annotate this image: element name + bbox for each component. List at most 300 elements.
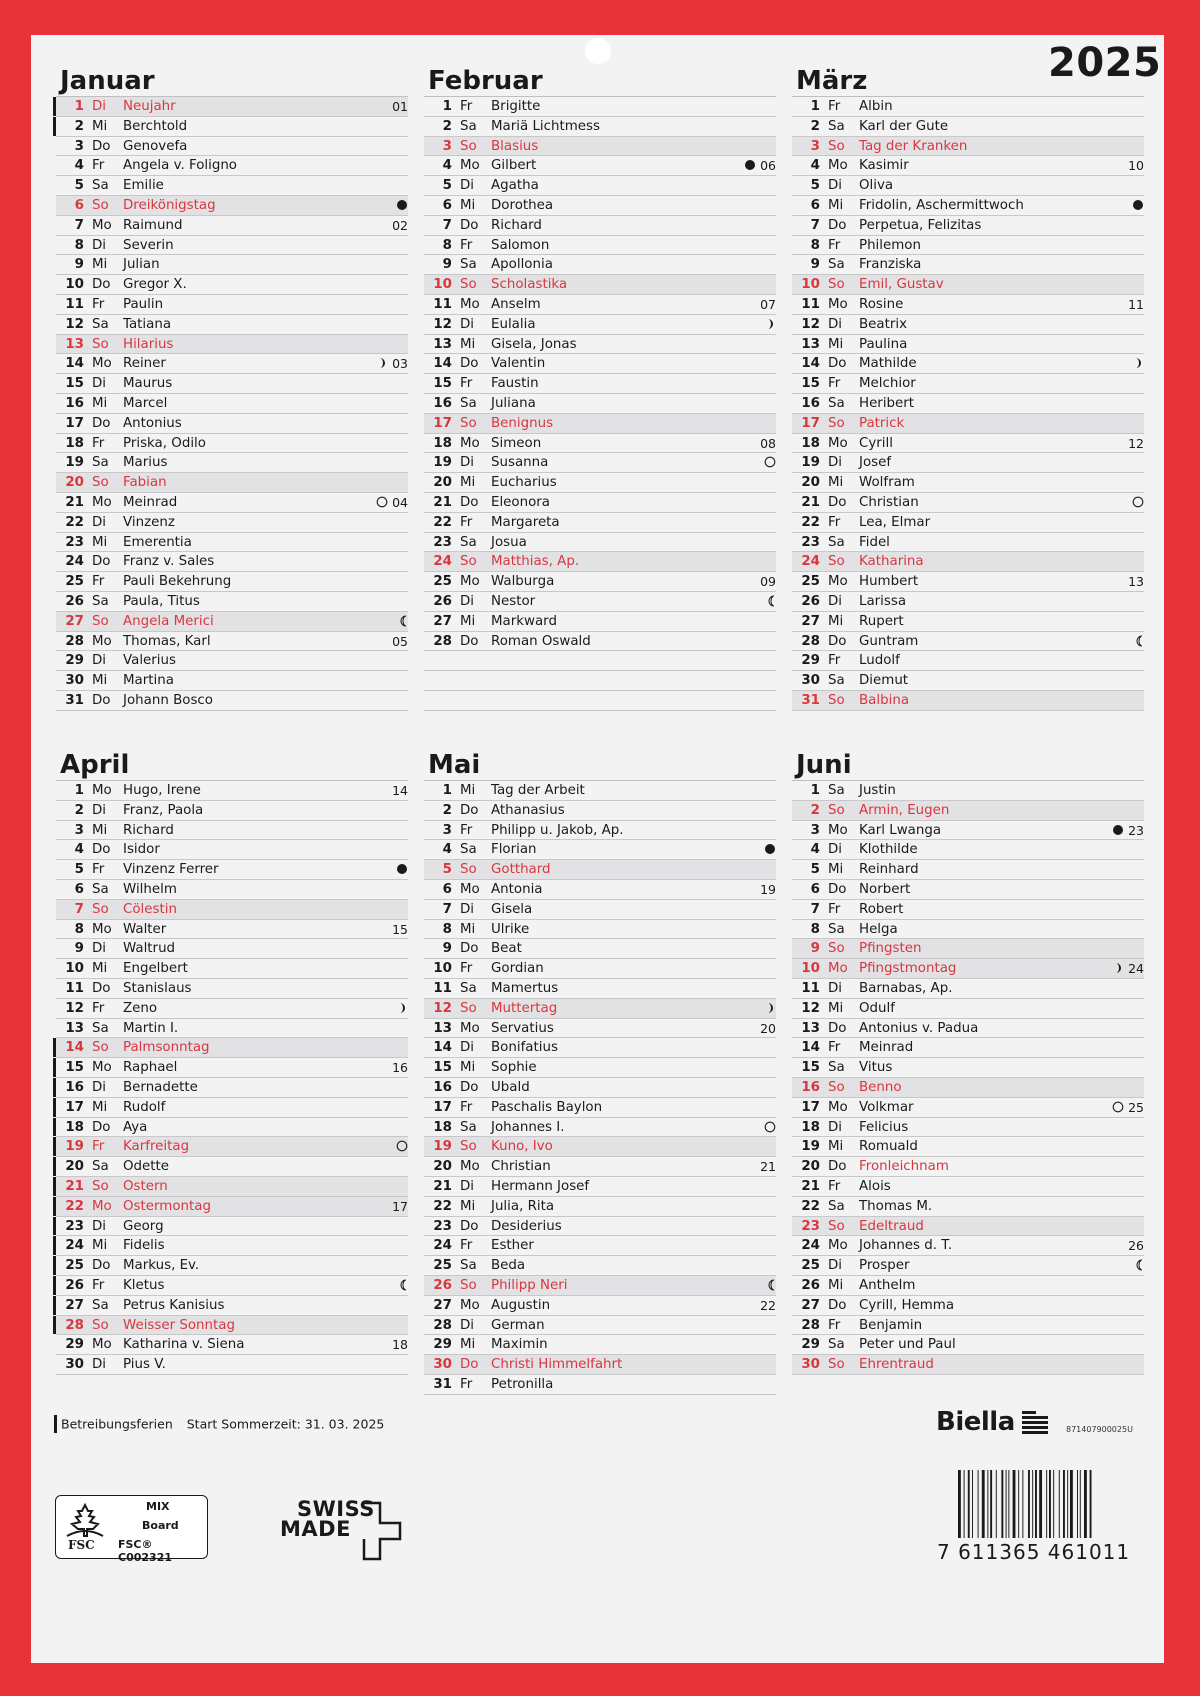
day-row (424, 552, 776, 572)
weekday: Mo (92, 783, 112, 798)
weekday: So (828, 802, 845, 818)
day-number: 16 (65, 1079, 84, 1095)
day-row (792, 1177, 1144, 1197)
day-number: 12 (801, 1000, 820, 1016)
day-number: 27 (65, 613, 84, 629)
weekday: Di (460, 178, 475, 194)
weekday: So (828, 941, 845, 957)
day-number: 1 (74, 99, 84, 114)
name-day: Eleonora (491, 494, 551, 510)
weekday: Do (460, 356, 479, 372)
weekday: Mi (460, 1060, 476, 1076)
name-day: Romuald (859, 1139, 918, 1155)
name-day: Cyrill, Hemma (859, 1297, 955, 1313)
day-number: 8 (74, 921, 84, 937)
row-extra (398, 1276, 408, 1295)
weekday: Sa (92, 1297, 109, 1313)
name-day: Beatrix (859, 316, 908, 332)
day-number: 5 (74, 862, 84, 878)
row-extra (378, 354, 408, 373)
month-block (424, 66, 776, 711)
name-day: Hermann Josef (491, 1178, 590, 1194)
week-number: 17 (392, 1198, 408, 1214)
day-number: 9 (74, 941, 84, 957)
week-number: 09 (760, 574, 776, 590)
day-row (56, 1296, 408, 1316)
weekday: Di (828, 178, 843, 194)
weekday: Sa (828, 534, 845, 550)
name-day: Klothilde (859, 842, 918, 858)
name-day: Gotthard (491, 862, 551, 878)
weekday: Mi (828, 1000, 844, 1016)
day-number: 28 (433, 1317, 452, 1333)
weekday: Mo (460, 574, 480, 590)
name-day: Waltrud (123, 941, 176, 957)
name-day: Odette (123, 1159, 170, 1175)
day-row (424, 1276, 776, 1296)
day-number: 4 (442, 158, 452, 174)
day-number: 25 (801, 1258, 820, 1274)
weekday: Fr (460, 237, 473, 253)
name-day: Johann Bosco (123, 692, 213, 708)
day-row (424, 572, 776, 592)
weekday: So (460, 1000, 477, 1016)
name-day: Tag der Kranken (859, 138, 968, 154)
name-day: Eucharius (491, 475, 557, 491)
day-row (792, 1197, 1144, 1217)
day-row (56, 1098, 408, 1118)
day-row (792, 1078, 1144, 1098)
day-row (792, 156, 1144, 176)
day-number: 28 (801, 1317, 820, 1333)
weekday: Do (92, 277, 111, 293)
weekday: Mi (828, 475, 844, 491)
weekday: Do (92, 554, 111, 570)
weekday: Sa (828, 395, 845, 411)
name-day: Blasius (491, 138, 539, 154)
day-row (792, 959, 1144, 979)
day-row (56, 1276, 408, 1296)
name-day: Maximin (491, 1337, 548, 1353)
name-day: Philemon (859, 237, 921, 253)
day-row (792, 1038, 1144, 1058)
name-day: Pauli Bekehrung (123, 574, 232, 590)
weekday: So (92, 901, 109, 917)
week-number: 19 (760, 881, 776, 897)
day-number: 6 (810, 197, 820, 213)
day-row (424, 1078, 776, 1098)
name-day: Nestor (491, 593, 536, 609)
name-day: Severin (123, 237, 174, 253)
day-number: 11 (433, 296, 452, 312)
day-row (792, 255, 1144, 275)
weekday: Mi (460, 1337, 476, 1353)
day-number: 10 (65, 277, 84, 293)
day-row (56, 1355, 408, 1375)
row-extra (764, 453, 776, 472)
made-label: MADE (280, 1517, 351, 1541)
name-day: Valentin (491, 356, 546, 372)
weekday: Di (460, 1040, 475, 1056)
weekday: Fr (460, 1099, 473, 1115)
moon-new-icon (396, 862, 408, 877)
day-row (424, 196, 776, 216)
weekday: Mi (460, 613, 476, 629)
week-number: 18 (392, 1337, 408, 1353)
name-day: Aya (123, 1119, 148, 1135)
day-number: 17 (65, 1099, 84, 1115)
day-number: 15 (801, 376, 820, 392)
week-number: 14 (392, 783, 408, 798)
name-day: Ostern (123, 1178, 168, 1194)
row-extra (766, 999, 776, 1018)
day-row (56, 374, 408, 394)
day-number: 18 (433, 435, 452, 451)
month-block (424, 750, 776, 1395)
weekday: Do (92, 980, 111, 996)
name-day: Markward (491, 613, 557, 629)
name-day: Palmsonntag (123, 1040, 210, 1056)
day-row (424, 1316, 776, 1336)
day-row (56, 880, 408, 900)
name-day: Augustin (491, 1297, 551, 1313)
day-row (424, 1335, 776, 1355)
name-day: Simeon (491, 435, 542, 451)
name-day: Felicius (859, 1119, 909, 1135)
moon-first-icon (766, 1001, 776, 1016)
day-number: 22 (801, 1198, 820, 1214)
day-row (56, 651, 408, 671)
row-extra (764, 840, 776, 859)
weekday: So (460, 415, 477, 431)
weekday: Mi (460, 921, 476, 937)
weekday: Mo (92, 494, 112, 510)
name-day: Georg (123, 1218, 164, 1234)
day-number: 16 (433, 395, 452, 411)
name-day: Franz v. Sales (123, 554, 215, 570)
day-row (56, 939, 408, 959)
day-number: 15 (65, 1060, 84, 1076)
swiss-cross-icon (342, 1501, 404, 1561)
day-number: 4 (442, 842, 452, 858)
day-number: 22 (801, 514, 820, 530)
day-number: 10 (433, 961, 452, 977)
row-extra (396, 1137, 408, 1156)
weekday: Sa (92, 881, 109, 897)
day-row (424, 592, 776, 612)
day-number: 3 (442, 822, 452, 838)
day-number: 13 (433, 336, 452, 352)
day-number: 18 (65, 1119, 84, 1135)
day-number: 6 (442, 881, 452, 897)
day-row (792, 117, 1144, 137)
day-row (56, 1058, 408, 1078)
row-extra (1134, 632, 1144, 651)
row-extra (398, 612, 408, 631)
name-day: Guntram (859, 633, 919, 649)
name-day: Raphael (123, 1060, 178, 1076)
day-row (424, 394, 776, 414)
day-row (792, 1256, 1144, 1276)
weekday: So (460, 1277, 477, 1293)
weekday: Fr (460, 822, 473, 838)
day-row (56, 860, 408, 880)
day-number: 12 (65, 1000, 84, 1016)
name-day: Weisser Sonntag (123, 1317, 235, 1333)
week-number: 15 (392, 921, 408, 937)
weekday: Do (92, 692, 111, 708)
month-title: Juni (792, 750, 1144, 781)
name-day: Vinzenz (123, 514, 175, 530)
weekday: Mi (828, 1139, 844, 1155)
day-row (56, 335, 408, 355)
day-row (792, 801, 1144, 821)
name-day: Dreikönigstag (123, 197, 216, 213)
name-day: Antonius v. Padua (859, 1020, 979, 1036)
day-row (56, 999, 408, 1019)
day-number: 9 (810, 257, 820, 273)
weekday: Mi (92, 118, 108, 134)
name-day: Norbert (859, 881, 911, 897)
row-extra (1128, 434, 1144, 453)
weekday: Mi (92, 673, 108, 689)
row-extra (760, 295, 776, 314)
name-day: Richard (123, 822, 174, 838)
name-day: Beat (491, 941, 522, 957)
day-number: 25 (65, 1258, 84, 1274)
day-number: 18 (65, 435, 84, 451)
day-row (424, 1098, 776, 1118)
name-day: Juliana (491, 395, 536, 411)
day-row (424, 900, 776, 920)
weekday: Mi (460, 336, 476, 352)
day-row (424, 959, 776, 979)
day-number: 13 (65, 1020, 84, 1036)
day-number: 15 (433, 376, 452, 392)
article-number: 871407900025U (1066, 1425, 1133, 1434)
weekday: Mo (460, 158, 480, 174)
name-day: Johannes d. T. (859, 1238, 953, 1254)
day-row (56, 394, 408, 414)
weekday: Mo (92, 217, 112, 233)
calendar-year: 2025 (1048, 40, 1162, 86)
day-number: 28 (801, 633, 820, 649)
weekday: So (92, 1040, 109, 1056)
weekday: So (460, 862, 477, 878)
name-day: Tag der Arbeit (491, 783, 585, 798)
day-row (792, 1335, 1144, 1355)
name-day: Muttertag (491, 1000, 558, 1016)
week-number: 04 (392, 494, 408, 510)
day-row (424, 979, 776, 999)
name-day: Emilie (123, 178, 164, 194)
day-row (424, 651, 776, 671)
row-extra (760, 880, 776, 899)
day-row (792, 1296, 1144, 1316)
name-day: Lea, Elmar (859, 514, 931, 530)
weekday: Di (828, 842, 843, 858)
week-number: 05 (392, 633, 408, 649)
name-day: Roman Oswald (491, 633, 591, 649)
day-row (424, 453, 776, 473)
moon-full-icon (1132, 495, 1144, 510)
weekday: Fr (828, 653, 841, 669)
weekday: Fr (828, 376, 841, 392)
day-number: 4 (810, 158, 820, 174)
weekday: So (92, 475, 109, 491)
day-row (56, 1157, 408, 1177)
day-number: 21 (433, 494, 452, 510)
day-row (792, 533, 1144, 553)
name-day: Meinrad (859, 1040, 914, 1056)
row-extra (392, 1335, 408, 1354)
day-number: 25 (433, 1258, 452, 1274)
weekday: So (460, 138, 477, 154)
weekday: Mi (92, 961, 108, 977)
weekday: Mi (828, 862, 844, 878)
day-number: 5 (74, 178, 84, 194)
moon-first-icon (1134, 356, 1144, 371)
day-row (56, 979, 408, 999)
day-row (56, 840, 408, 860)
day-row (424, 117, 776, 137)
weekday: So (92, 1178, 109, 1194)
day-row (424, 1019, 776, 1039)
day-number: 6 (442, 197, 452, 213)
day-number: 28 (433, 633, 452, 649)
weekday: Fr (460, 1376, 473, 1392)
weekday: Sa (92, 1159, 109, 1175)
day-number: 6 (74, 197, 84, 213)
name-day: Fabian (123, 475, 167, 491)
name-day: Beda (491, 1258, 526, 1274)
weekday: Do (92, 842, 111, 858)
weekday: Fr (92, 435, 105, 451)
day-number: 19 (801, 455, 820, 471)
day-row (792, 374, 1144, 394)
weekday: So (828, 277, 845, 293)
day-row (56, 1256, 408, 1276)
day-row (56, 176, 408, 196)
weekday: Fr (92, 574, 105, 590)
day-row (424, 137, 776, 157)
day-row (424, 840, 776, 860)
weekday: Do (828, 1020, 847, 1036)
day-row (792, 1276, 1144, 1296)
name-day: Paulin (123, 296, 164, 312)
day-number: 12 (433, 1000, 452, 1016)
day-row (424, 612, 776, 632)
day-number: 14 (801, 1040, 820, 1056)
day-number: 3 (810, 138, 820, 154)
name-day: Josef (859, 455, 892, 471)
day-row (424, 315, 776, 335)
day-row (792, 1217, 1144, 1237)
day-number: 30 (801, 1357, 820, 1373)
weekday: So (92, 336, 109, 352)
day-row (56, 513, 408, 533)
day-number: 14 (433, 1040, 452, 1056)
day-number: 8 (442, 237, 452, 253)
day-number: 20 (801, 475, 820, 491)
day-number: 2 (442, 802, 452, 818)
name-day: Robert (859, 901, 904, 917)
day-number: 7 (74, 217, 84, 233)
day-number: 21 (65, 1178, 84, 1194)
day-number: 6 (810, 881, 820, 897)
day-row (56, 1316, 408, 1336)
day-number: 21 (801, 494, 820, 510)
day-number: 1 (810, 783, 820, 798)
day-number: 24 (65, 554, 84, 570)
weekday: Sa (460, 118, 477, 134)
day-number: 10 (433, 277, 452, 293)
weekday: So (460, 1139, 477, 1155)
weekday: Do (460, 802, 479, 818)
day-row (792, 1098, 1144, 1118)
day-number: 23 (65, 534, 84, 550)
day-row (56, 1217, 408, 1237)
weekday: Do (828, 494, 847, 510)
day-number: 31 (65, 692, 84, 708)
day-row (56, 434, 408, 454)
day-number: 4 (810, 842, 820, 858)
name-day: Ehrentraud (859, 1357, 934, 1373)
weekday: Mi (92, 822, 108, 838)
name-day: Hugo, Irene (123, 783, 201, 798)
weekday: Mo (828, 574, 848, 590)
weekday: Di (92, 802, 107, 818)
day-number: 8 (810, 921, 820, 937)
name-day: Markus, Ev. (123, 1258, 200, 1274)
weekday: Do (460, 1079, 479, 1095)
row-extra (392, 781, 408, 800)
day-number: 20 (433, 1159, 452, 1175)
day-row (792, 612, 1144, 632)
weekday: Do (828, 1159, 847, 1175)
weekday: Sa (828, 1060, 845, 1076)
day-row (792, 1157, 1144, 1177)
name-day: Justin (859, 783, 896, 798)
day-row (56, 473, 408, 493)
name-day: Reinhard (859, 862, 919, 878)
weekday: Do (828, 1297, 847, 1313)
day-number: 17 (801, 1099, 820, 1115)
day-row (424, 176, 776, 196)
day-row (424, 1157, 776, 1177)
swiss-label: SWISS (297, 1497, 375, 1521)
weekday: Do (460, 1218, 479, 1234)
day-number: 27 (65, 1297, 84, 1313)
name-day: Berchtold (123, 118, 188, 134)
day-number: 5 (442, 178, 452, 194)
day-row (792, 651, 1144, 671)
day-number: 15 (65, 376, 84, 392)
day-number: 10 (65, 961, 84, 977)
day-row (56, 552, 408, 572)
day-row (424, 920, 776, 940)
day-row (56, 414, 408, 434)
weekday: Fr (828, 1178, 841, 1194)
day-row (424, 473, 776, 493)
week-number: 16 (392, 1060, 408, 1076)
day-row (792, 176, 1144, 196)
day-row (792, 493, 1144, 513)
day-row (424, 414, 776, 434)
day-number: 30 (65, 1357, 84, 1373)
name-day: Prosper (859, 1258, 910, 1274)
day-row (424, 999, 776, 1019)
